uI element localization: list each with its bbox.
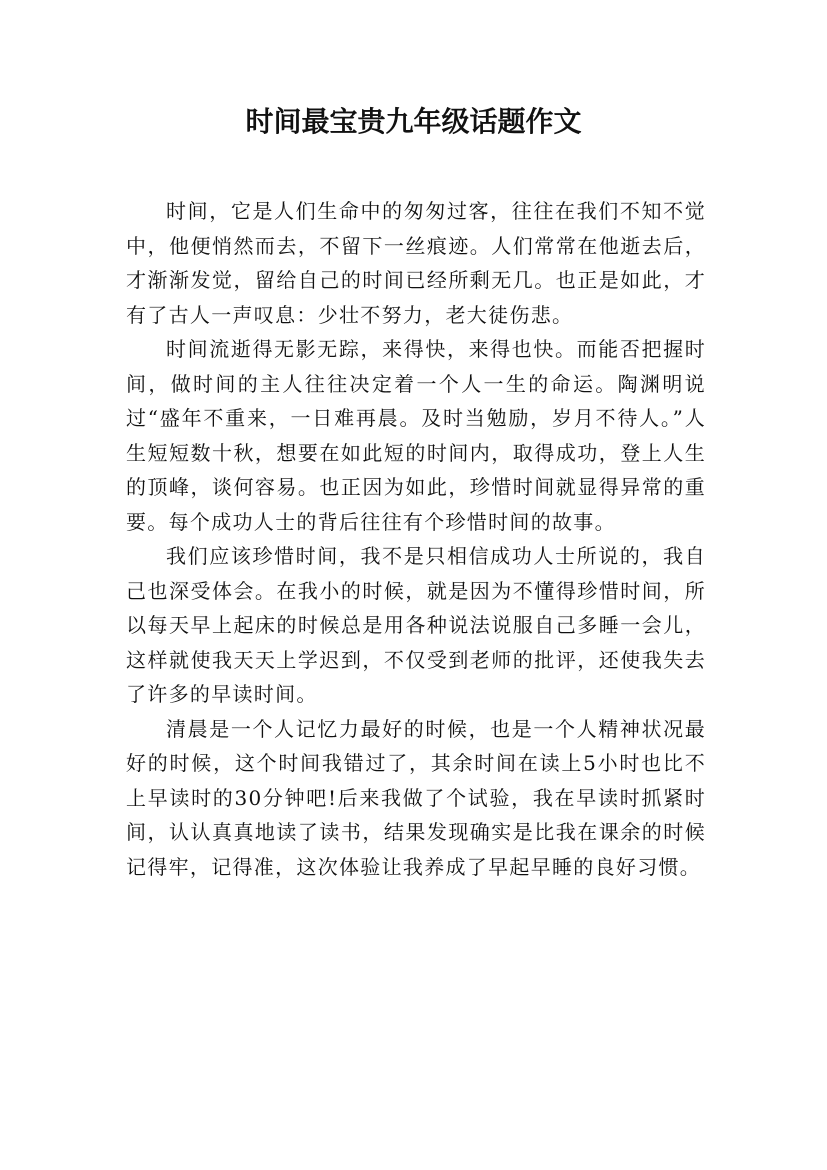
paragraph-4: 清晨是一个人记忆力最好的时候，也是一个人精神状况最好的时候，这个时间我错过了，其余时间在读上5小时也比不上早读时的30分钟吧!后来我做了个试验，我在早读时抓紧时间，认认真真地读了读书，结果发现确实是比我在课余的时候记得牢，记得准，这次体验让我养成了早起早睡的良好习惯。 xyxy=(126,716,706,879)
document-title: 时间最宝贵九年级话题作文 xyxy=(245,105,582,138)
paragraph-3: 我们应该珍惜时间，我不是只相信成功人士所说的，我自己也深受体会。在我小的时候，就是因为不懂得珍惜时间，所以每天早上起床的时候总是用各种说法说服自己多睡一会儿，这样就使我天天上学迟到，不仅受到老师的批评，还使我失去了许多的早读时间。 xyxy=(126,544,706,706)
paragraph-1: 时间，它是人们生命中的匆匆过客，往往在我们不知不觉中，他便悄然而去，不留下一丝痕迹。人们常常在他逝去后，才渐渐发觉，留给自己的时间已经所剩无几。也正是如此，才有了古人一声叹息：少壮不努力，老大徒伤悲。 xyxy=(126,199,706,327)
paragraph-2: 时间流逝得无影无踪，来得快，来得也快。而能否把握时间，做时间的主人往往决定着一个人一生的命运。陶渊明说过“盛年不重来，一日难再晨。及时当勉励，岁月不待人。”人生短短数十秋，想要在如此短的时间内，取得成功，登上人生的顶峰，谈何容易。也正因为如此，珍惜时间就显得异常的重要。每个成功人士的背后往往有个珍惜时间的故事。 xyxy=(126,337,706,534)
document-body xyxy=(126,194,706,884)
